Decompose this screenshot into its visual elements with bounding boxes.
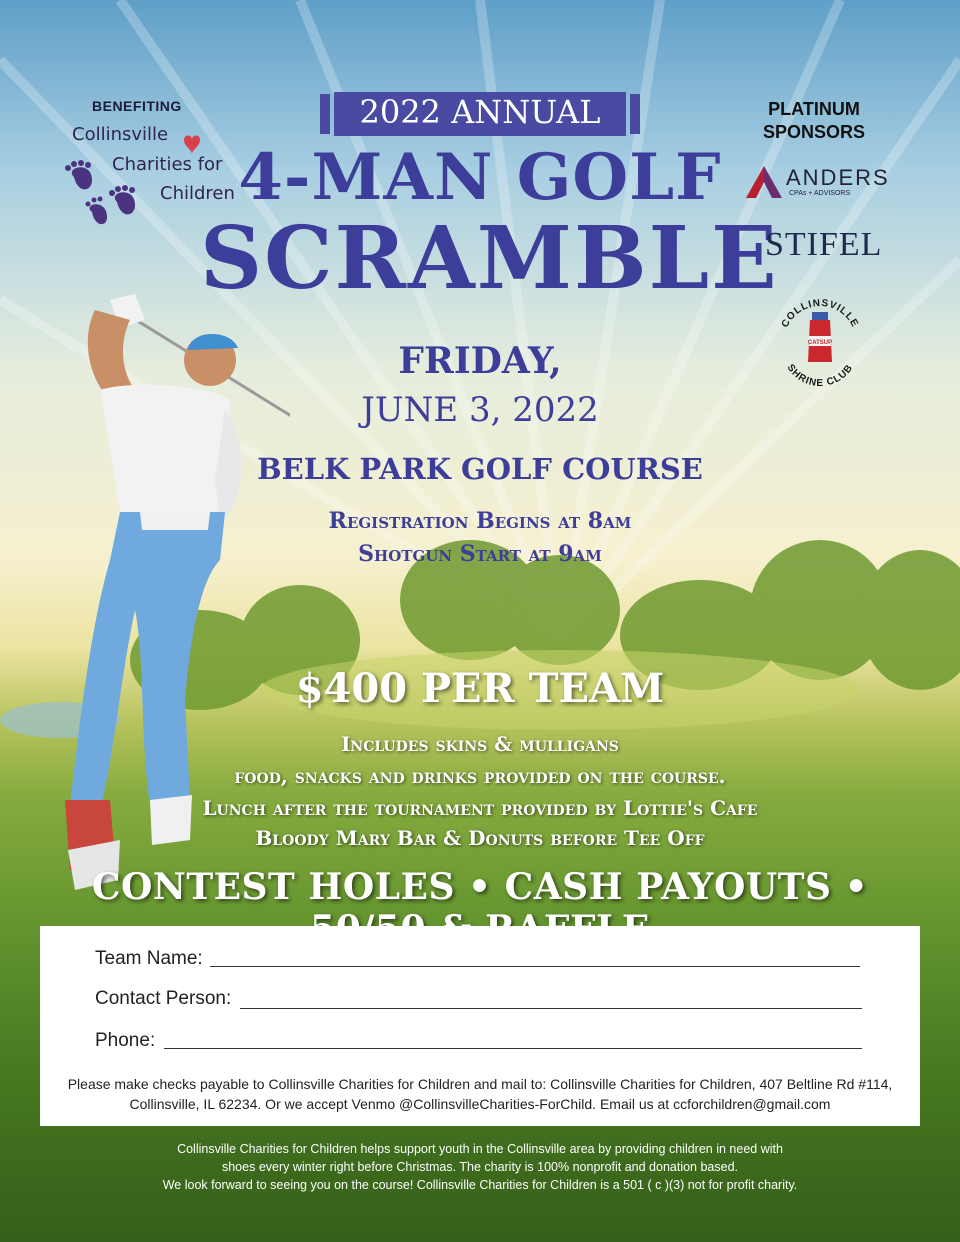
registration-form — [40, 926, 920, 1126]
footer-line2: shoes every winter right before Christmas. The charity is 100% nonprofit and donation based. — [221, 1160, 739, 1174]
registration-time: Registration Begins at 8am — [328, 508, 632, 534]
includes-line-2: food, snacks and drinks provided on the course. — [234, 764, 726, 788]
stifel-sponsor-name: STIFEL — [765, 226, 883, 263]
svg-text:SHRINE CLUB — [785, 362, 856, 389]
benefiting-label: BENEFITING — [92, 98, 182, 114]
shrine-bottle-label: CATSUP — [807, 340, 833, 346]
includes-line-1: Includes skins & mulligans — [341, 732, 619, 756]
anders-sponsor-name: ANDERS — [786, 165, 890, 190]
team-name-field[interactable] — [210, 966, 860, 967]
contact-person-field[interactable] — [240, 1008, 862, 1009]
payment-instructions-line1: Please make checks payable to Collinsville Charities for Children and mail to: Collinsville Charities for Children, 407 Beltline Rd #114, — [67, 1076, 893, 1092]
footer-line1: Collinsville Charities for Children helps support youth in the Collinsville area by providing children in need with — [177, 1142, 783, 1156]
shotgun-start-time: Shotgun Start at 9am — [358, 541, 602, 567]
event-title-line1: 4-MAN GOLF — [238, 140, 722, 215]
shrine-logo-bottom-text: SHRINE CLUB — [784, 362, 856, 390]
shrine-club-logo-icon — [770, 290, 870, 390]
phone-label: Phone: — [95, 1030, 156, 1051]
payment-instructions — [60, 1074, 900, 1114]
charity-name-line3: Children — [160, 183, 235, 204]
contest-line: CONTEST HOLES • CASH PAYOUTS • — [91, 866, 869, 908]
charity-name-line2: Charities for — [112, 154, 223, 175]
includes-line-3: Lunch after the tournament provided by Lottie's Cafe — [202, 796, 758, 820]
anders-sponsor-tagline: CPAs + ADVISORS — [789, 190, 851, 197]
event-title-line2: SCRAMBLE — [200, 208, 779, 309]
footer-text — [110, 1140, 850, 1194]
shrine-logo-top-text: COLLINSVILLE — [779, 297, 861, 330]
includes-line-4: Bloody Mary Bar & Donuts before Tee Off — [255, 826, 705, 850]
payment-instructions-line2: Collinsville, IL 62234. Or we accept Venmo @CollinsvilleCharities-ForChild. Email us at ccforchildren@gmail.com — [129, 1096, 831, 1112]
team-price: $400 PER TEAM — [295, 665, 665, 712]
banner-label: 2022 ANNUAL — [359, 93, 601, 131]
event-date: JUNE 3, 2022 — [361, 390, 599, 430]
event-day: FRIDAY, — [398, 340, 562, 382]
anders-logo-icon — [746, 166, 782, 198]
footer-line3: We look forward to seeing you on the course! Collinsville Charities for Children is a 501 ( c )(3) not for profit charity. — [162, 1178, 798, 1192]
sponsors-label: PLATINUM SPONSORS — [762, 99, 866, 142]
phone-field[interactable] — [164, 1048, 862, 1049]
team-name-label: Team Name: — [95, 948, 203, 969]
event-venue: BELK PARK GOLF COURSE — [257, 452, 703, 486]
charity-name-line1: Collinsville — [72, 124, 169, 145]
contact-person-label: Contact Person: — [95, 988, 232, 1009]
